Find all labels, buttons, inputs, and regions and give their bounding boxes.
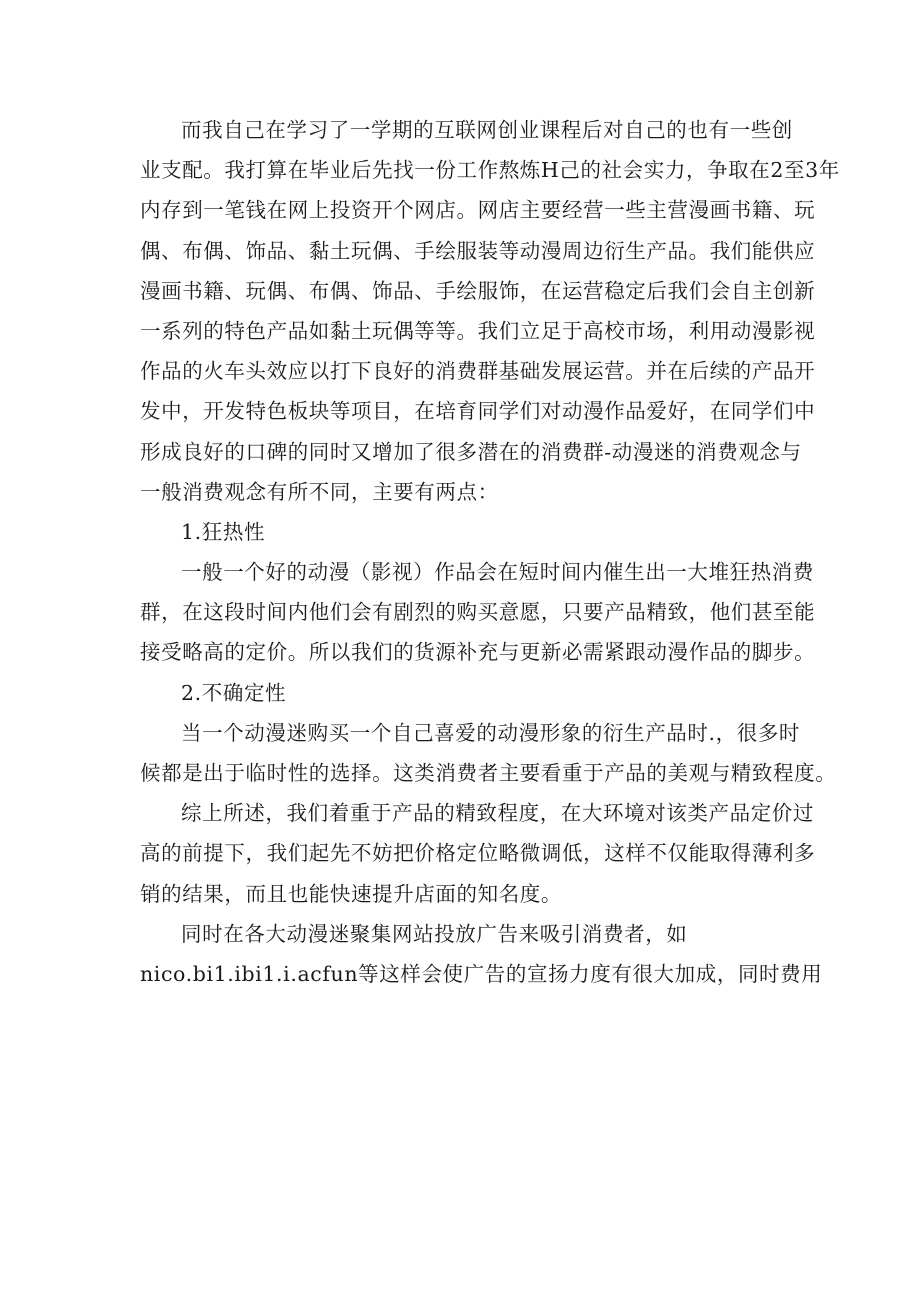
text-line: 一系列的特色产品如黏土玩偶等等。我们立足于高校市场，利用动漫影视 (140, 318, 816, 343)
section-heading: 1.狂热性 (181, 519, 266, 544)
text-line: 接受略高的定价。所以我们的货源补充与更新必需紧跟动漫作品的脚步。 (140, 640, 816, 665)
text-line: nico.bi1.ibi1.i.acfun等这样会使广告的宣扬力度有很大加成，同时费用 (140, 961, 823, 986)
text-line: 群，在这段时间内他们会有剧烈的购买意愿，只要产品精致，他们甚至能 (140, 600, 816, 625)
text-line: 一般消费观念有所不同，主要有两点： (140, 479, 499, 504)
text-line: 业支配。我打算在毕业后先找一份工作熬炼H己的社会实力，争取在2至3年 (140, 158, 840, 183)
text-line: 发中，开发特色板块等项目，在培育同学们对动漫作品爱好，在同学们中 (140, 399, 816, 424)
text-line: 漫画书籍、玩偶、布偶、饰品、手绘服饰，在运营稳定后我们会自主创新 (140, 278, 816, 303)
text-line: 偶、布偶、饰品、黏土玩偶、手绘服装等动漫周边衍生产品。我们能供应 (140, 238, 816, 263)
text-line: 一般一个好的动漫（影视）作品会在短时间内催生出一大堆狂热消费 (181, 560, 814, 585)
document-body (140, 110, 840, 994)
text-line: 同时在各大动漫迷聚集网站投放广告来吸引消费者，如 (181, 921, 688, 946)
text-line: 作品的火车头效应以打下良好的消费群基础发展运营。并在后续的产品开 (140, 359, 816, 384)
text-line: 销的结果，而且也能快速提升店面的知名度。 (140, 881, 562, 906)
text-line: 候都是出于临时性的选择。这类消费者主要看重于产品的美观与精致程度。 (140, 761, 837, 785)
text-line: 内存到一笔钱在网上投资开个网店。网店主要经营一些主营漫画书籍、玩 (140, 198, 816, 223)
text-line: 而我自己在学习了一学期的互联网创业课程后对自己的也有一些创 (181, 118, 793, 142)
section-heading: 2.不确定性 (181, 680, 287, 705)
text-line: 形成良好的口碑的同时又增加了很多潜在的消费群-动漫迷的消费观念与 (140, 439, 802, 464)
text-line: 当一个动漫迷购买一个自己喜爱的动漫形象的衍生产品时.，很多时 (181, 720, 801, 745)
text-line: 综上所述，我们着重于产品的精致程度，在大环境对该类产品定价过 (181, 801, 814, 826)
text-line: 高的前提下，我们起先不妨把价格定位略微调低，这样不仅能取得薄利多 (140, 841, 816, 866)
